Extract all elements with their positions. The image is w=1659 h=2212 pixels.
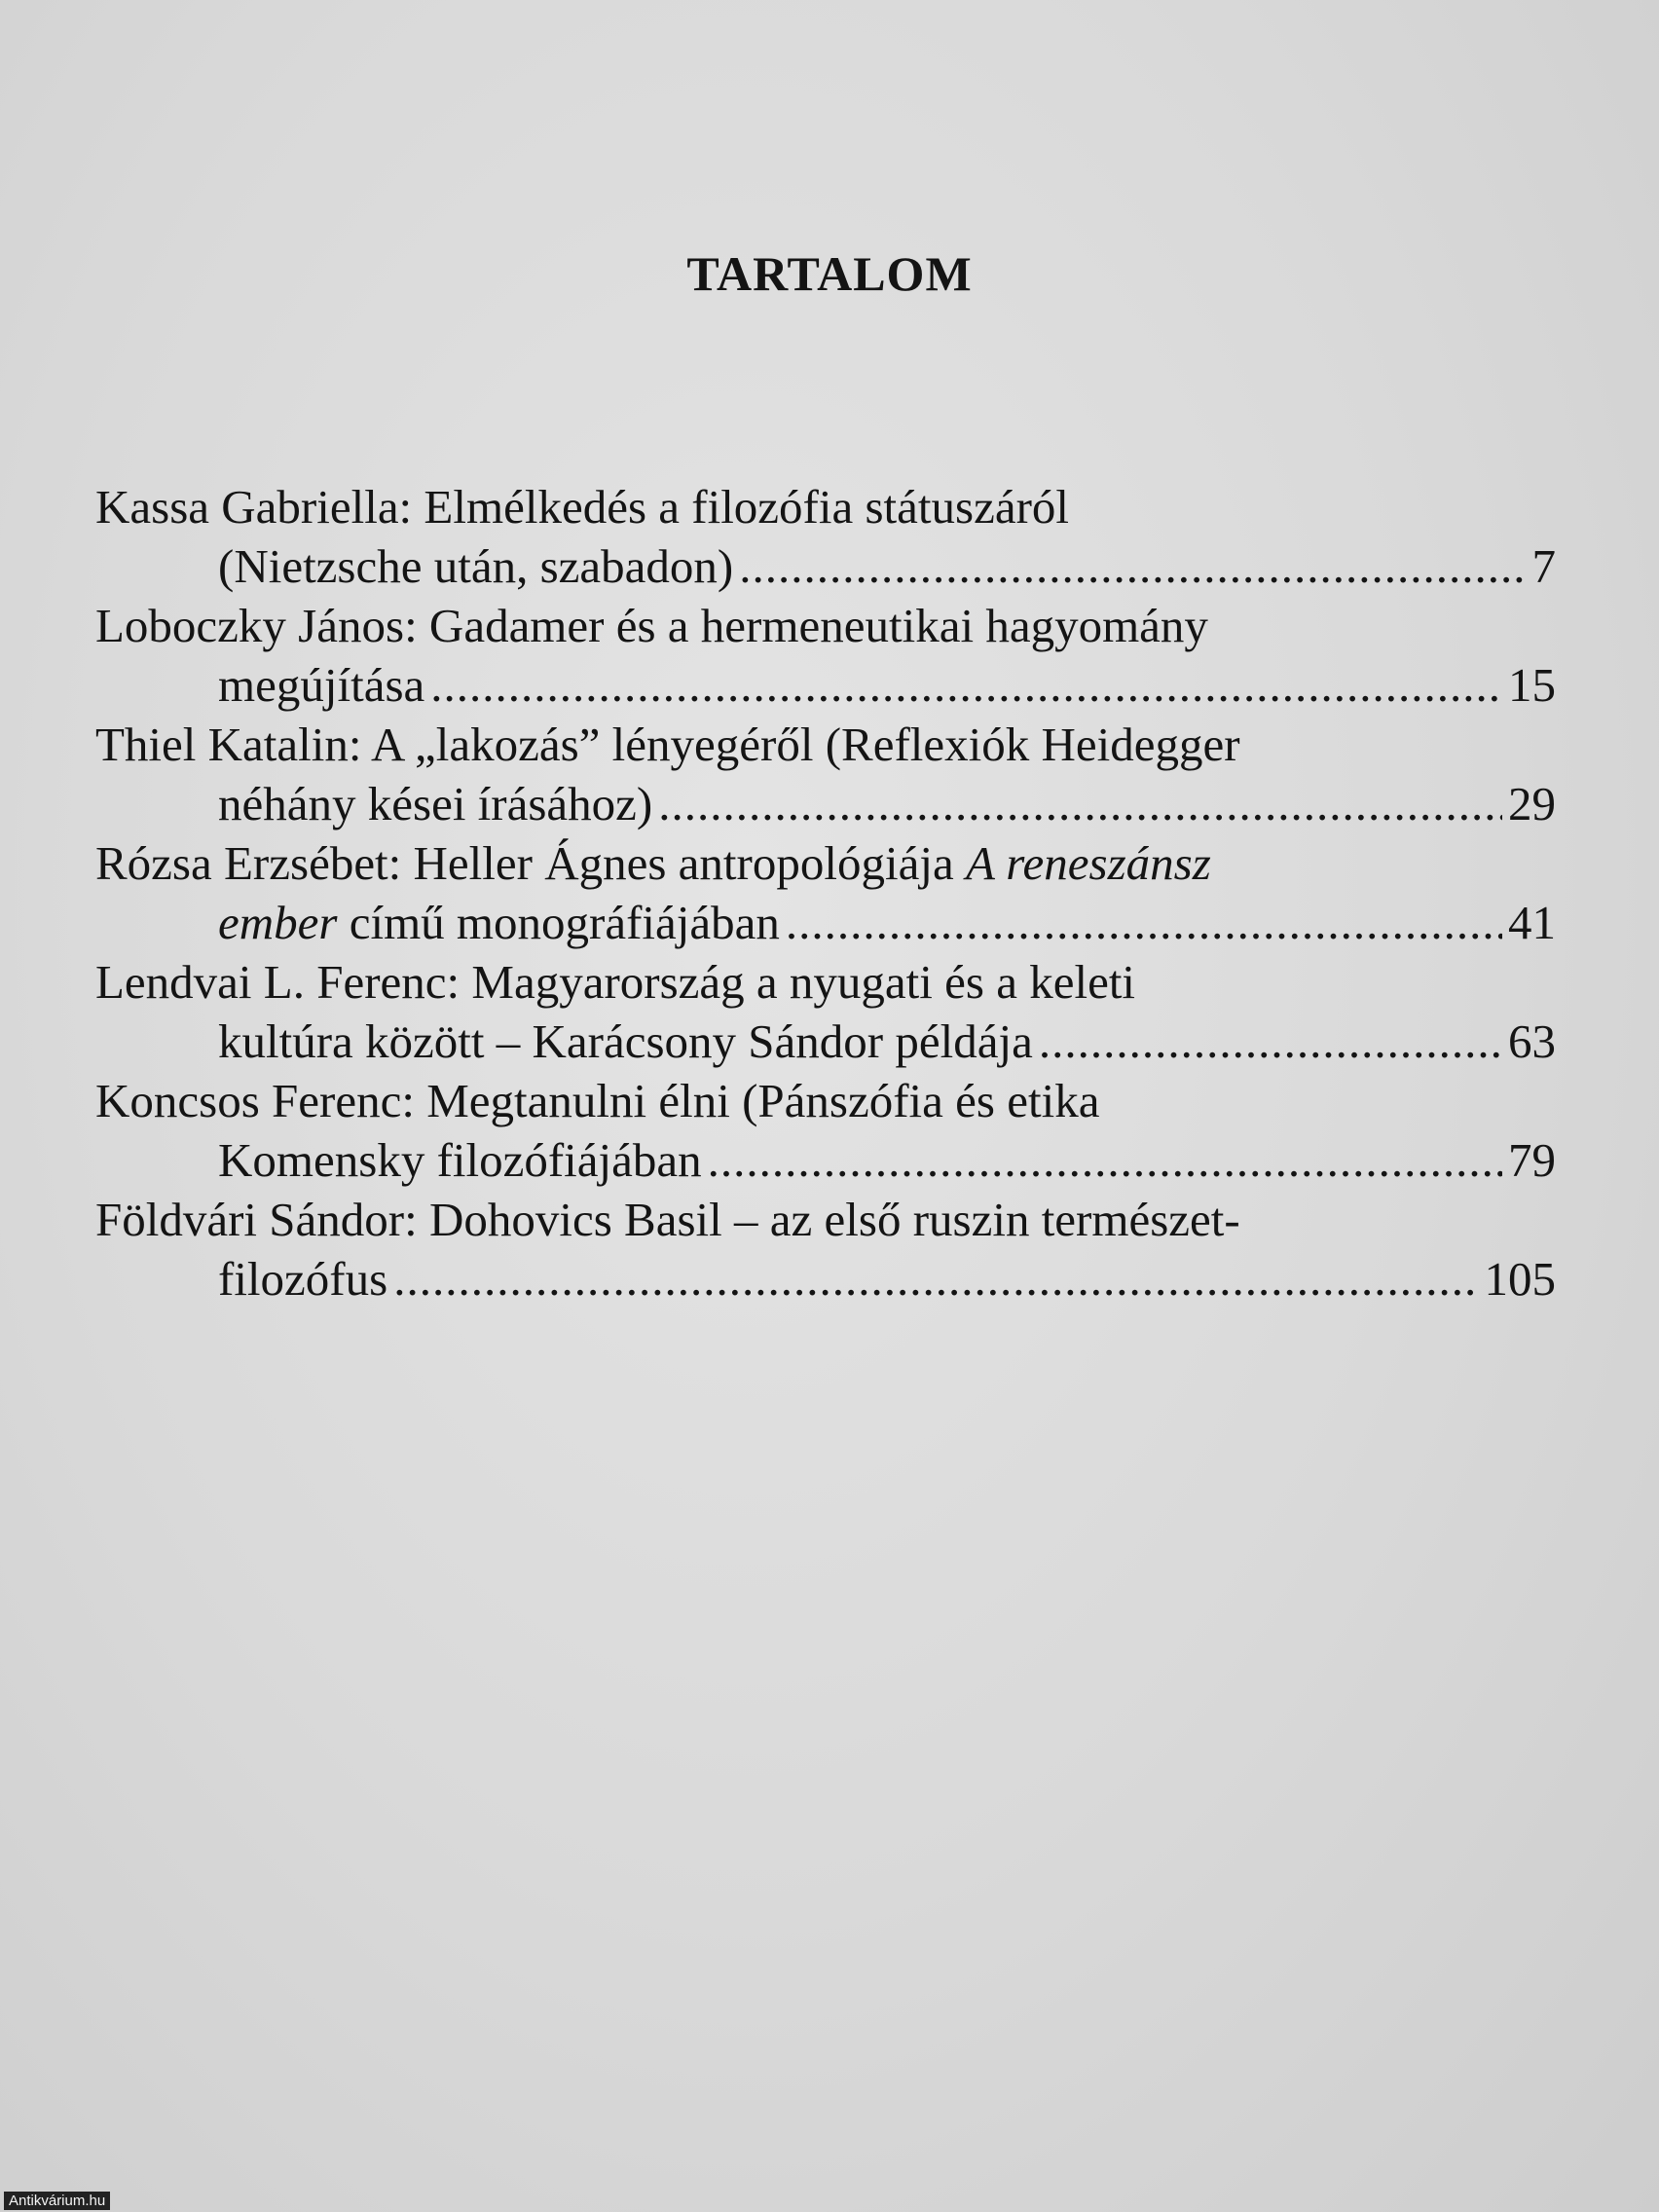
- dot-leader: [786, 893, 1502, 952]
- toc-entry: [95, 1190, 1556, 1309]
- toc-entry: [95, 1071, 1556, 1190]
- toc-entry-heading: Koncsos Ferenc: Megtanulni élni (Pánszófia és etika: [95, 1074, 1100, 1127]
- dot-leader: [708, 1130, 1502, 1190]
- toc-entry-heading: Thiel Katalin: A „lakozás” lényegéről (Reflexiók Heidegger: [95, 718, 1240, 771]
- toc-entry-subtitle: Komensky filozófiájában: [218, 1133, 702, 1187]
- toc-entry-heading: Földvári Sándor: Dohovics Basil – az első ruszin természet-: [95, 1193, 1240, 1246]
- toc-entry-heading: Lendvai L. Ferenc: Magyarország a nyugati és a keleti: [95, 955, 1136, 1009]
- toc-entry-continuation: [95, 774, 1556, 833]
- toc-entry: [95, 715, 1556, 833]
- toc-entry: [95, 952, 1556, 1071]
- toc-entry-continuation: [95, 893, 1556, 952]
- page-number: 7: [1531, 539, 1556, 593]
- toc-entry: [95, 833, 1556, 952]
- watermark: Antikvárium.hu: [4, 2192, 110, 2210]
- toc-entry-continuation: [95, 536, 1556, 596]
- toc-entry-continuation: [95, 655, 1556, 715]
- toc-entry: [95, 596, 1556, 715]
- toc-entry-subtitle: (Nietzsche után, szabadon): [218, 539, 734, 593]
- book-title-italic-end: ember: [218, 896, 338, 949]
- toc-entry-heading: Kassa Gabriella: Elmélkedés a filozófia státuszáról: [95, 480, 1070, 534]
- dot-leader: [393, 1249, 1478, 1309]
- toc-entry-continuation: [95, 1012, 1556, 1071]
- toc-entry-continuation: [95, 1130, 1556, 1190]
- toc-entry-subtitle: filozófus: [218, 1252, 388, 1306]
- page-number: 41: [1508, 896, 1556, 949]
- table-of-contents: [95, 477, 1556, 1309]
- toc-entry: [95, 477, 1556, 596]
- toc-entry-subtitle-plain: című monográfiájában: [337, 896, 780, 949]
- page-number: 15: [1508, 658, 1556, 712]
- toc-entry-subtitle: [218, 893, 780, 952]
- page-number: 63: [1508, 1014, 1556, 1068]
- dot-leader: [430, 655, 1502, 715]
- page-title: TARTALOM: [686, 246, 973, 301]
- toc-entry-heading: Loboczky János: Gadamer és a hermeneutikai hagyomány: [95, 599, 1208, 652]
- book-title-italic: A reneszánsz: [965, 836, 1211, 890]
- page-number: 79: [1508, 1133, 1556, 1187]
- dot-leader: [739, 536, 1526, 596]
- toc-entry-subtitle: megújítása: [218, 658, 425, 712]
- dot-leader: [658, 774, 1502, 833]
- toc-entry-continuation: [95, 1249, 1556, 1309]
- page-number: 29: [1508, 777, 1556, 830]
- toc-entry-heading-plain: Rózsa Erzsébet: Heller Ágnes antropológiája: [95, 836, 966, 890]
- toc-entry-subtitle: néhány kései írásához): [218, 777, 653, 830]
- toc-entry-heading: [95, 833, 1556, 893]
- page-number: 105: [1484, 1252, 1556, 1306]
- dot-leader: [1039, 1012, 1502, 1071]
- toc-entry-subtitle: kultúra között – Karácsony Sándor példája: [218, 1014, 1033, 1068]
